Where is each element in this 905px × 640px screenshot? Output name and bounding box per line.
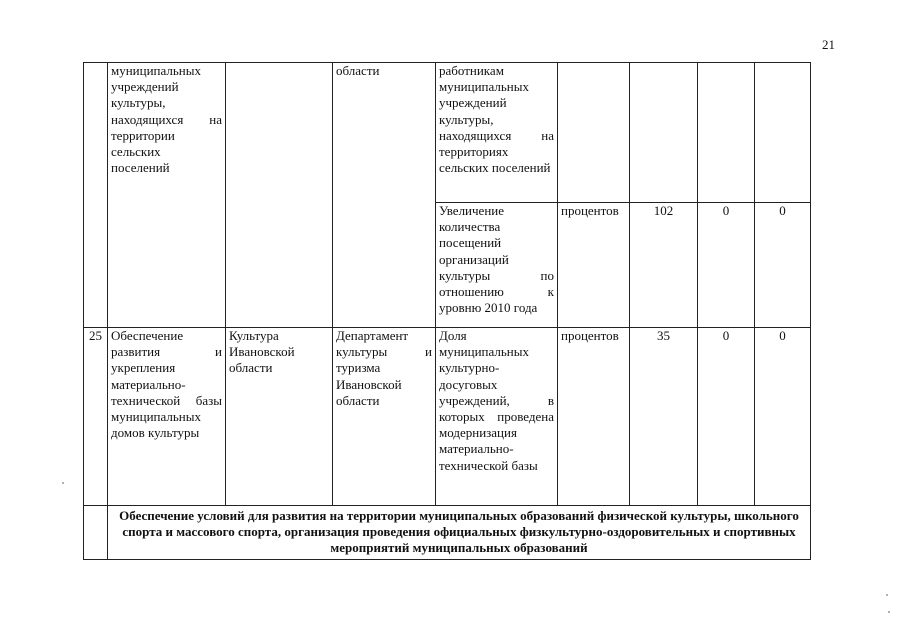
program-cell: Культура Ивановской области bbox=[226, 328, 333, 506]
scan-speck bbox=[886, 594, 888, 596]
value-cell: 102 bbox=[630, 203, 698, 328]
table-row bbox=[84, 328, 811, 506]
value-cell bbox=[698, 63, 755, 203]
page-number: 21 bbox=[822, 37, 835, 52]
value-cell bbox=[755, 63, 811, 203]
value-cell: 0 bbox=[698, 328, 755, 506]
program-cell bbox=[226, 63, 333, 328]
indicator-name-cell: работникам муниципальных учреждений культуры, находящихся на территориях сельских поселений bbox=[436, 63, 558, 203]
unit-cell: процентов bbox=[558, 203, 630, 328]
scan-speck bbox=[888, 611, 890, 613]
value-cell: 0 bbox=[698, 203, 755, 328]
empty-cell bbox=[84, 506, 108, 560]
row-number-cell bbox=[84, 63, 108, 328]
row-number-cell: 25 bbox=[84, 328, 108, 506]
executor-cell: области bbox=[333, 63, 436, 328]
unit-cell: процентов bbox=[558, 328, 630, 506]
table-row bbox=[84, 63, 811, 203]
indicator-name-cell: Доля муниципальных культурно-досуговых учреждений, в которых проведена модернизация материально-технической базы bbox=[436, 328, 558, 506]
value-cell: 0 bbox=[755, 203, 811, 328]
value-cell: 35 bbox=[630, 328, 698, 506]
value-cell bbox=[630, 63, 698, 203]
program-table bbox=[83, 62, 811, 560]
scan-speck bbox=[62, 482, 64, 484]
event-cell: Обеспечение развития и укрепления материально-технической базы муниципальных домов культуры bbox=[108, 328, 226, 506]
value-cell: 0 bbox=[755, 328, 811, 506]
unit-cell bbox=[558, 63, 630, 203]
section-header: Обеспечение условий для развития на территории муниципальных образований физической культуры, школьного спорта и массового спорта, организация проведения официальных физкультурно-оздоровительных и спортивных мероприятий муниципальных образований bbox=[108, 506, 811, 560]
executor-cell: Департамент культуры и туризма Ивановской области bbox=[333, 328, 436, 506]
event-cell: муниципальных учреждений культуры, находящихся на территории сельских поселений bbox=[108, 63, 226, 328]
table-row bbox=[84, 506, 811, 560]
indicator-name-cell: Увеличение количества посещений организаций культуры по отношению к уровню 2010 года bbox=[436, 203, 558, 328]
